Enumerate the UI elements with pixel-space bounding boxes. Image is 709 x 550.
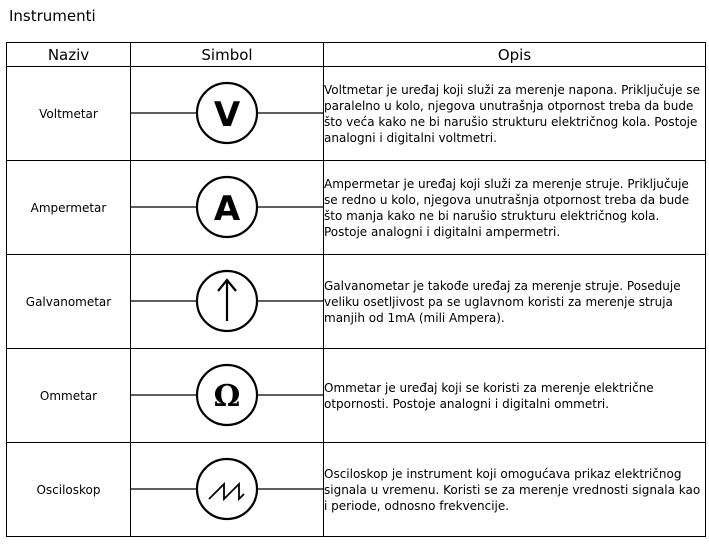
up-arrow-icon [218, 280, 236, 321]
instrument-description: Ommetar je uređaj koji se koristi za merenje električne otpornosti. Postoje analogni i digitalni ommetri. [324, 380, 654, 411]
galvanometer-symbol-icon [131, 255, 324, 348]
header-description: Opis [324, 43, 706, 67]
table-row [7, 255, 706, 349]
instrument-description: Osciloskop je instrument koji omogućava prikaz električnog signala u vremenu. Koristi se za merenje vrednosti signala kao i periode, odnosno frekvencije. [324, 466, 701, 513]
instrument-description: Voltmetar je uređaj koji služi za merenje napona. Priključuje se paralelno u kolo, njegova unutrašnja otpornost treba da bude što veća kako ne bi narušio strukturu električnog kola. Postoje analogni i digitalni voltmetri. [324, 82, 700, 145]
instrument-name: Galvanometar [7, 255, 131, 349]
oscilloscope-symbol-icon [131, 443, 324, 536]
instrument-description: Ampermetar je uređaj koji služi za merenje struje. Priključuje se redno u kolo, njegova unutrašnja otpornost treba da bude što manja kako ne bi narušio strukturu električnog kola. Postoje analogni i digitalni ampermetri. [324, 176, 690, 239]
sawtooth-wave-icon [209, 484, 244, 499]
ohm-symbol-letter: Ω [213, 379, 241, 414]
header-name: Naziv [7, 43, 131, 67]
table-row [7, 67, 706, 161]
instruments-table [6, 42, 706, 537]
table-row [7, 443, 706, 537]
voltmeter-symbol-icon [131, 67, 324, 160]
table-header-row [7, 43, 706, 67]
instrument-description: Galvanometar je takođe uređaj za merenje struje. Poseduje veliku osetljivost pa se uglavnom koristi za merenje struja manjih od 1mA (mili Ampera). [324, 278, 681, 325]
table-row [7, 349, 706, 443]
header-symbol: Simbol [131, 43, 324, 67]
instrument-name: Ampermetar [7, 161, 131, 255]
instrument-name: Ommetar [7, 349, 131, 443]
table-row [7, 161, 706, 255]
page-title: Instrumenti [9, 7, 96, 25]
instrument-name: Osciloskop [7, 443, 131, 537]
ammeter-symbol-icon [131, 161, 324, 254]
voltmeter-symbol-letter: V [213, 95, 241, 135]
ohmmeter-symbol-icon [131, 349, 324, 442]
ammeter-symbol-letter: A [213, 189, 241, 229]
instrument-name: Voltmetar [7, 67, 131, 161]
